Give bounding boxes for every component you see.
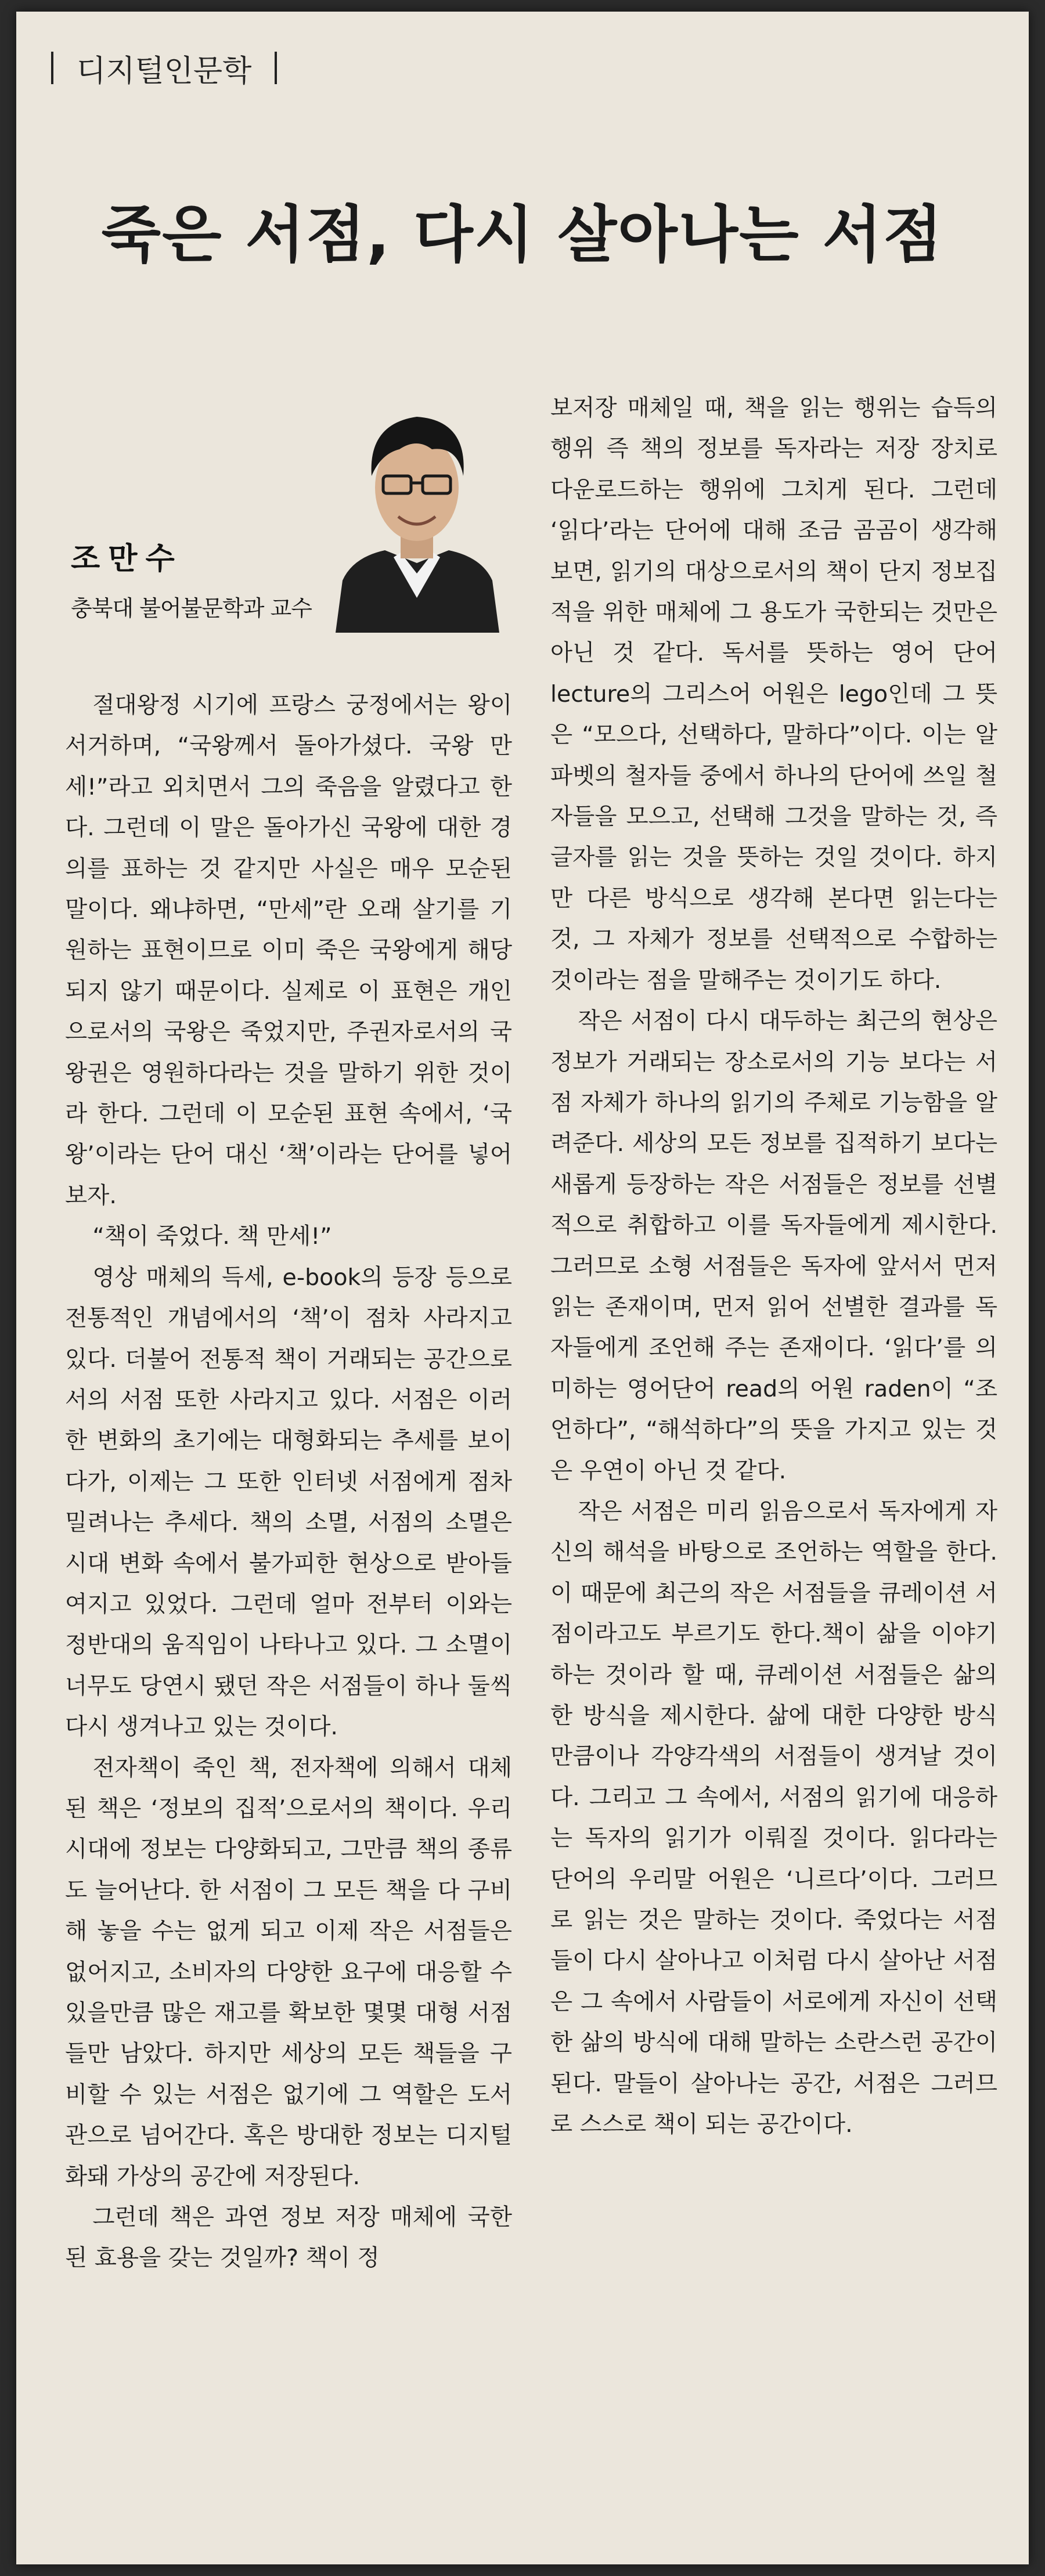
article-column-left	[65, 685, 512, 2279]
section-divider-right	[275, 52, 277, 84]
section-header	[51, 48, 277, 88]
paragraph: 전자책이 죽인 책, 전자책에 의해서 대체된 책은 ‘정보의 집적’으로서의 책이다. 우리 시대에 정보는 다양화되고, 그만큼 책의 종류도 늘어난다. 한 서점이 그 모든 책을 다 구비해 놓을 수는 없게 되고 이제 작은 서점들은 없어지고, 소비자의 다양한 요구에 대응할 수 있을만큼 많은 재고를 확보한 몇몇 대형 서점들만 남았다. 하지만 세상의 모든 책들을 구비할 수 있는 서점은 없기에 그 역할은 도서관으로 넘어간다. 혹은 방대한 정보는 디지털화돼 가상의 공간에 저장된다.	[65, 1754, 512, 2190]
article-column-right	[550, 388, 997, 2145]
author-affiliation: 충북대 불어불문학과 교수	[71, 596, 312, 621]
author-photo	[330, 389, 504, 633]
paragraph-continued: 보저장 매체일 때, 책을 읽는 행위는 습득의 행위 즉 책의 정보를 독자라는 저장 장치로 다운로드하는 행위에 그치게 된다. 그런데 ‘읽다’라는 단어에 대해 조금 곰곰이 생각해 보면, 읽기의 대상으로서의 책이 단지 정보집적을 위한 매체에 그 용도가 국한되는 것만은 아닌 것 같다. 독서를 뜻하는 영어 단어 lecture의 그리스어 어원은 lego인데 그 뜻은 “모으다, 선택하다, 말하다”이다. 이는 알파벳의 철자들 중에서 하나의 단어에 쓰일 철자들을 모으고, 선택해 그것을 말하는 것, 즉 글자를 읽는 것을 뜻하는 것일 것이다. 하지만 다른 방식으로 생각해 본다면 읽는다는 것, 그 자체가 정보를 선택적으로 수합하는 것이라는 점을 말해주는 것이기도 하다.	[550, 395, 997, 994]
paragraph-quote: “책이 죽었다. 책 만세!”	[92, 1223, 332, 1250]
author-name: 조만수	[71, 542, 183, 576]
paragraph: 영상 매체의 득세, e-book의 등장 등으로 전통적인 개념에서의 ‘책’이 점차 사라지고 있다. 더불어 전통적 책이 거래되는 공간으로서의 서점 또한 사라지고 있다. 서점은 이러한 변화의 초기에는 대형화되는 추세를 보이다가, 이제는 그 또한 인터넷 서점에게 점차 밀려나는 추세다. 책의 소멸, 서점의 소멸은 시대 변화 속에서 불가피한 현상으로 받아들여지고 있었다. 그런데 얼마 전부터 이와는 정반대의 움직임이 나타나고 있다. 그 소멸이 너무도 당연시 됐던 작은 서점들이 하나 둘씩 다시 생겨나고 있는 것이다.	[65, 1264, 512, 1741]
newspaper-page	[16, 12, 1029, 2564]
section-label: 디지털인문학	[77, 53, 252, 89]
section-divider-left	[51, 52, 53, 84]
article-title: 죽은 서점, 다시 살아나는 서점	[101, 199, 944, 270]
paragraph: 작은 서점이 다시 대두하는 최근의 현상은 정보가 거래되는 장소로서의 기능 보다는 서점 자체가 하나의 읽기의 주체로 기능함을 알려준다. 세상의 모든 정보를 집적하기 보다는 새롭게 등장하는 작은 서점들은 정보를 선별적으로 취합하고 이를 독자들에게 제시한다. 그러므로 소형 서점들은 독자에 앞서서 먼저 읽는 존재이며, 먼저 읽어 선별한 결과를 독자들에게 조언해 주는 존재이다. ‘읽다’를 의미하는 영어단어 read의 어원 raden이 “조언하다”, “해석하다”의 뜻을 가지고 있는 것은 우연이 아닌 것 같다.	[550, 1008, 997, 1484]
paragraph: 작은 서점은 미리 읽음으로서 독자에게 자신의 해석을 바탕으로 조언하는 역할을 한다. 이 때문에 최근의 작은 서점들을 큐레이션 서점이라고도 부르기도 한다.책이 삶을 이야기하는 것이라 할 때, 큐레이션 서점들은 삶의 한 방식을 제시한다. 삶에 대한 다양한 방식만큼이나 각양각색의 서점들이 생겨날 것이다. 그리고 그 속에서, 서점의 읽기에 대응하는 독자의 읽기가 이뤄질 것이다. 읽다라는 단어의 우리말 어원은 ‘니르다’이다. 그러므로 읽는 것은 말하는 것이다. 죽었다는 서점들이 다시 살아나고 이처럼 다시 살아난 서점은 그 속에서 사람들이 서로에게 자신이 선택한 삶의 방식에 대해 말하는 소란스런 공간이 된다. 말들이 살아나는 공간, 서점은 그러므로 스스로 책이 되는 공간이다.	[550, 1498, 997, 2138]
paragraph: 절대왕정 시기에 프랑스 궁정에서는 왕이 서거하며, “국왕께서 돌아가셨다. 국왕 만세!”라고 외치면서 그의 죽음을 알렸다고 한다. 그런데 이 말은 돌아가신 국왕에 대한 경의를 표하는 것 같지만 사실은 매우 모순된 말이다. 왜냐하면, “만세”란 오래 살기를 기원하는 표현이므로 이미 죽은 국왕에게 해당되지 않기 때문이다. 실제로 이 표현은 개인으로서의 국왕은 죽었지만, 주권자로서의 국왕권은 영원하다라는 것을 말하기 위한 것이라 한다. 그런데 이 모순된 표현 속에서, ‘국왕’이라는 단어 대신 ‘책’이라는 단어를 넣어보자.	[65, 692, 512, 1209]
author-byline	[71, 534, 312, 622]
paragraph: 그런데 책은 과연 정보 저장 매체에 국한 된 효용을 갖는 것일까? 책이 정	[65, 2204, 512, 2272]
